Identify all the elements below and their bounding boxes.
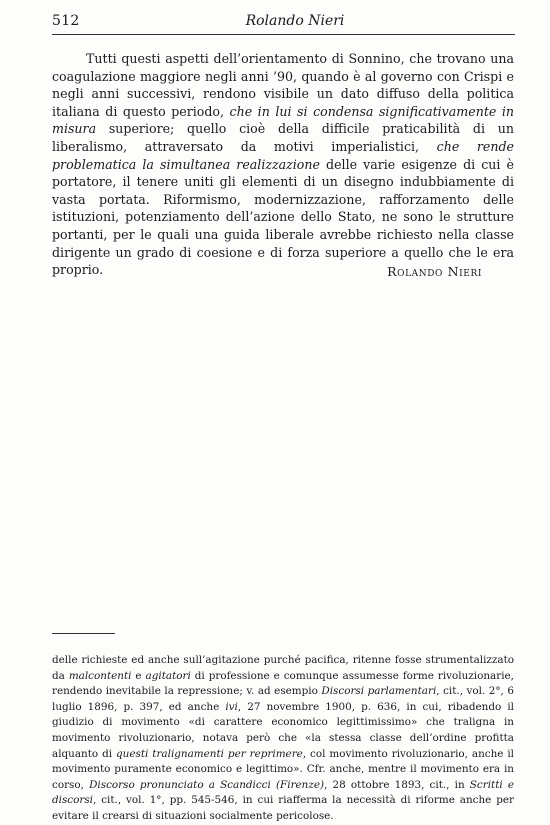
- footnote-text-6: , col movimento rivoluzionario, anche il movimento puramente economico e legittimo». Cfr. anche, mentre il movimento era in corso,: [52, 747, 515, 791]
- running-title: Rolando Nieri: [245, 13, 345, 29]
- author-signature: Rolando Nieri: [387, 264, 482, 279]
- footnote-text-5: , 27 novembre 1900, p. 636, in cui, ribadendo il giudizio di movimento «di carattere economico legittimissimo» che traligna in movimento rivoluzionario, notava però che «la stessa classe dell’ordine profitta alquanto di: [52, 700, 514, 760]
- body-italic-1: che in lui si condensa significativamente in misura: [52, 103, 514, 137]
- body-paragraph: [52, 50, 514, 279]
- footnote-text-4: , cit., vol. 2°, 6 luglio 1896, p. 397, ed anche: [52, 685, 514, 713]
- footnote-text-7: , 28 ottobre 1893, cit., in: [324, 778, 470, 791]
- body-italic-2: che rende problematica la simultanea realizzazione: [52, 138, 514, 172]
- header-rule: [52, 34, 515, 35]
- footnote-text-2: e: [131, 669, 146, 682]
- footnote-italic-7: Scritti e discorsi: [52, 778, 514, 807]
- page-number: 512: [52, 13, 80, 29]
- footnote-text-1: delle richieste ed anche sull’agitazione purché pacifica, ritenne fosse strumentalizzato da: [52, 654, 514, 682]
- footnote-italic-3: Discorsi parlamentari: [321, 685, 437, 698]
- body-text-2: superiore; quello cioè della difficile praticabilità di un liberalismo, attraversato da motivi imperialistici,: [52, 121, 514, 154]
- footnote-italic-6: Discorso pronunciato a Scandicci (Firenze): [89, 778, 325, 791]
- body-text-1: Tutti questi aspetti dell’orientamento di Sonnino, che trovano una coagulazione maggiore negli anni ’90, quando è al governo con Crispi e negli anni successivi, rendono visibile un dato diffuso della politica italiana di questo periodo,: [52, 51, 514, 119]
- footnote-text-8: , cit., vol. 1°, pp. 545-546, in cui riafferma la necessità di riforme anche per evitare il crearsi di situazioni socialmente pericolose.: [52, 794, 514, 822]
- footnote-italic-4: ivi: [225, 700, 238, 713]
- footnote-italic-1: malcontenti: [68, 669, 132, 682]
- footnote: [52, 653, 514, 825]
- footnote-italic-5: questi tralignamenti per reprimere: [116, 747, 303, 760]
- footnote-rule: [52, 633, 115, 634]
- footnote-italic-2: agitatori: [145, 669, 191, 682]
- footnote-text-3: di professione e comunque assumesse forme rivoluzionarie, rendendo inevitabile la repressione; v. ad esempio: [52, 669, 514, 698]
- body-text-3: delle varie esigenze di cui è portatore, il tenere uniti gli elementi di un disegno indubbiamente di vasta portata. Riformismo, modernizzazione, rafforzamento delle istituzioni, potenziamento dell’azione dello Stato, ne sono le strutture portanti, per le quali una guida liberale avrebbe richiesto nella classe dirigente un grado di coesione e di forza superiore a quello che le era proprio.: [52, 156, 514, 278]
